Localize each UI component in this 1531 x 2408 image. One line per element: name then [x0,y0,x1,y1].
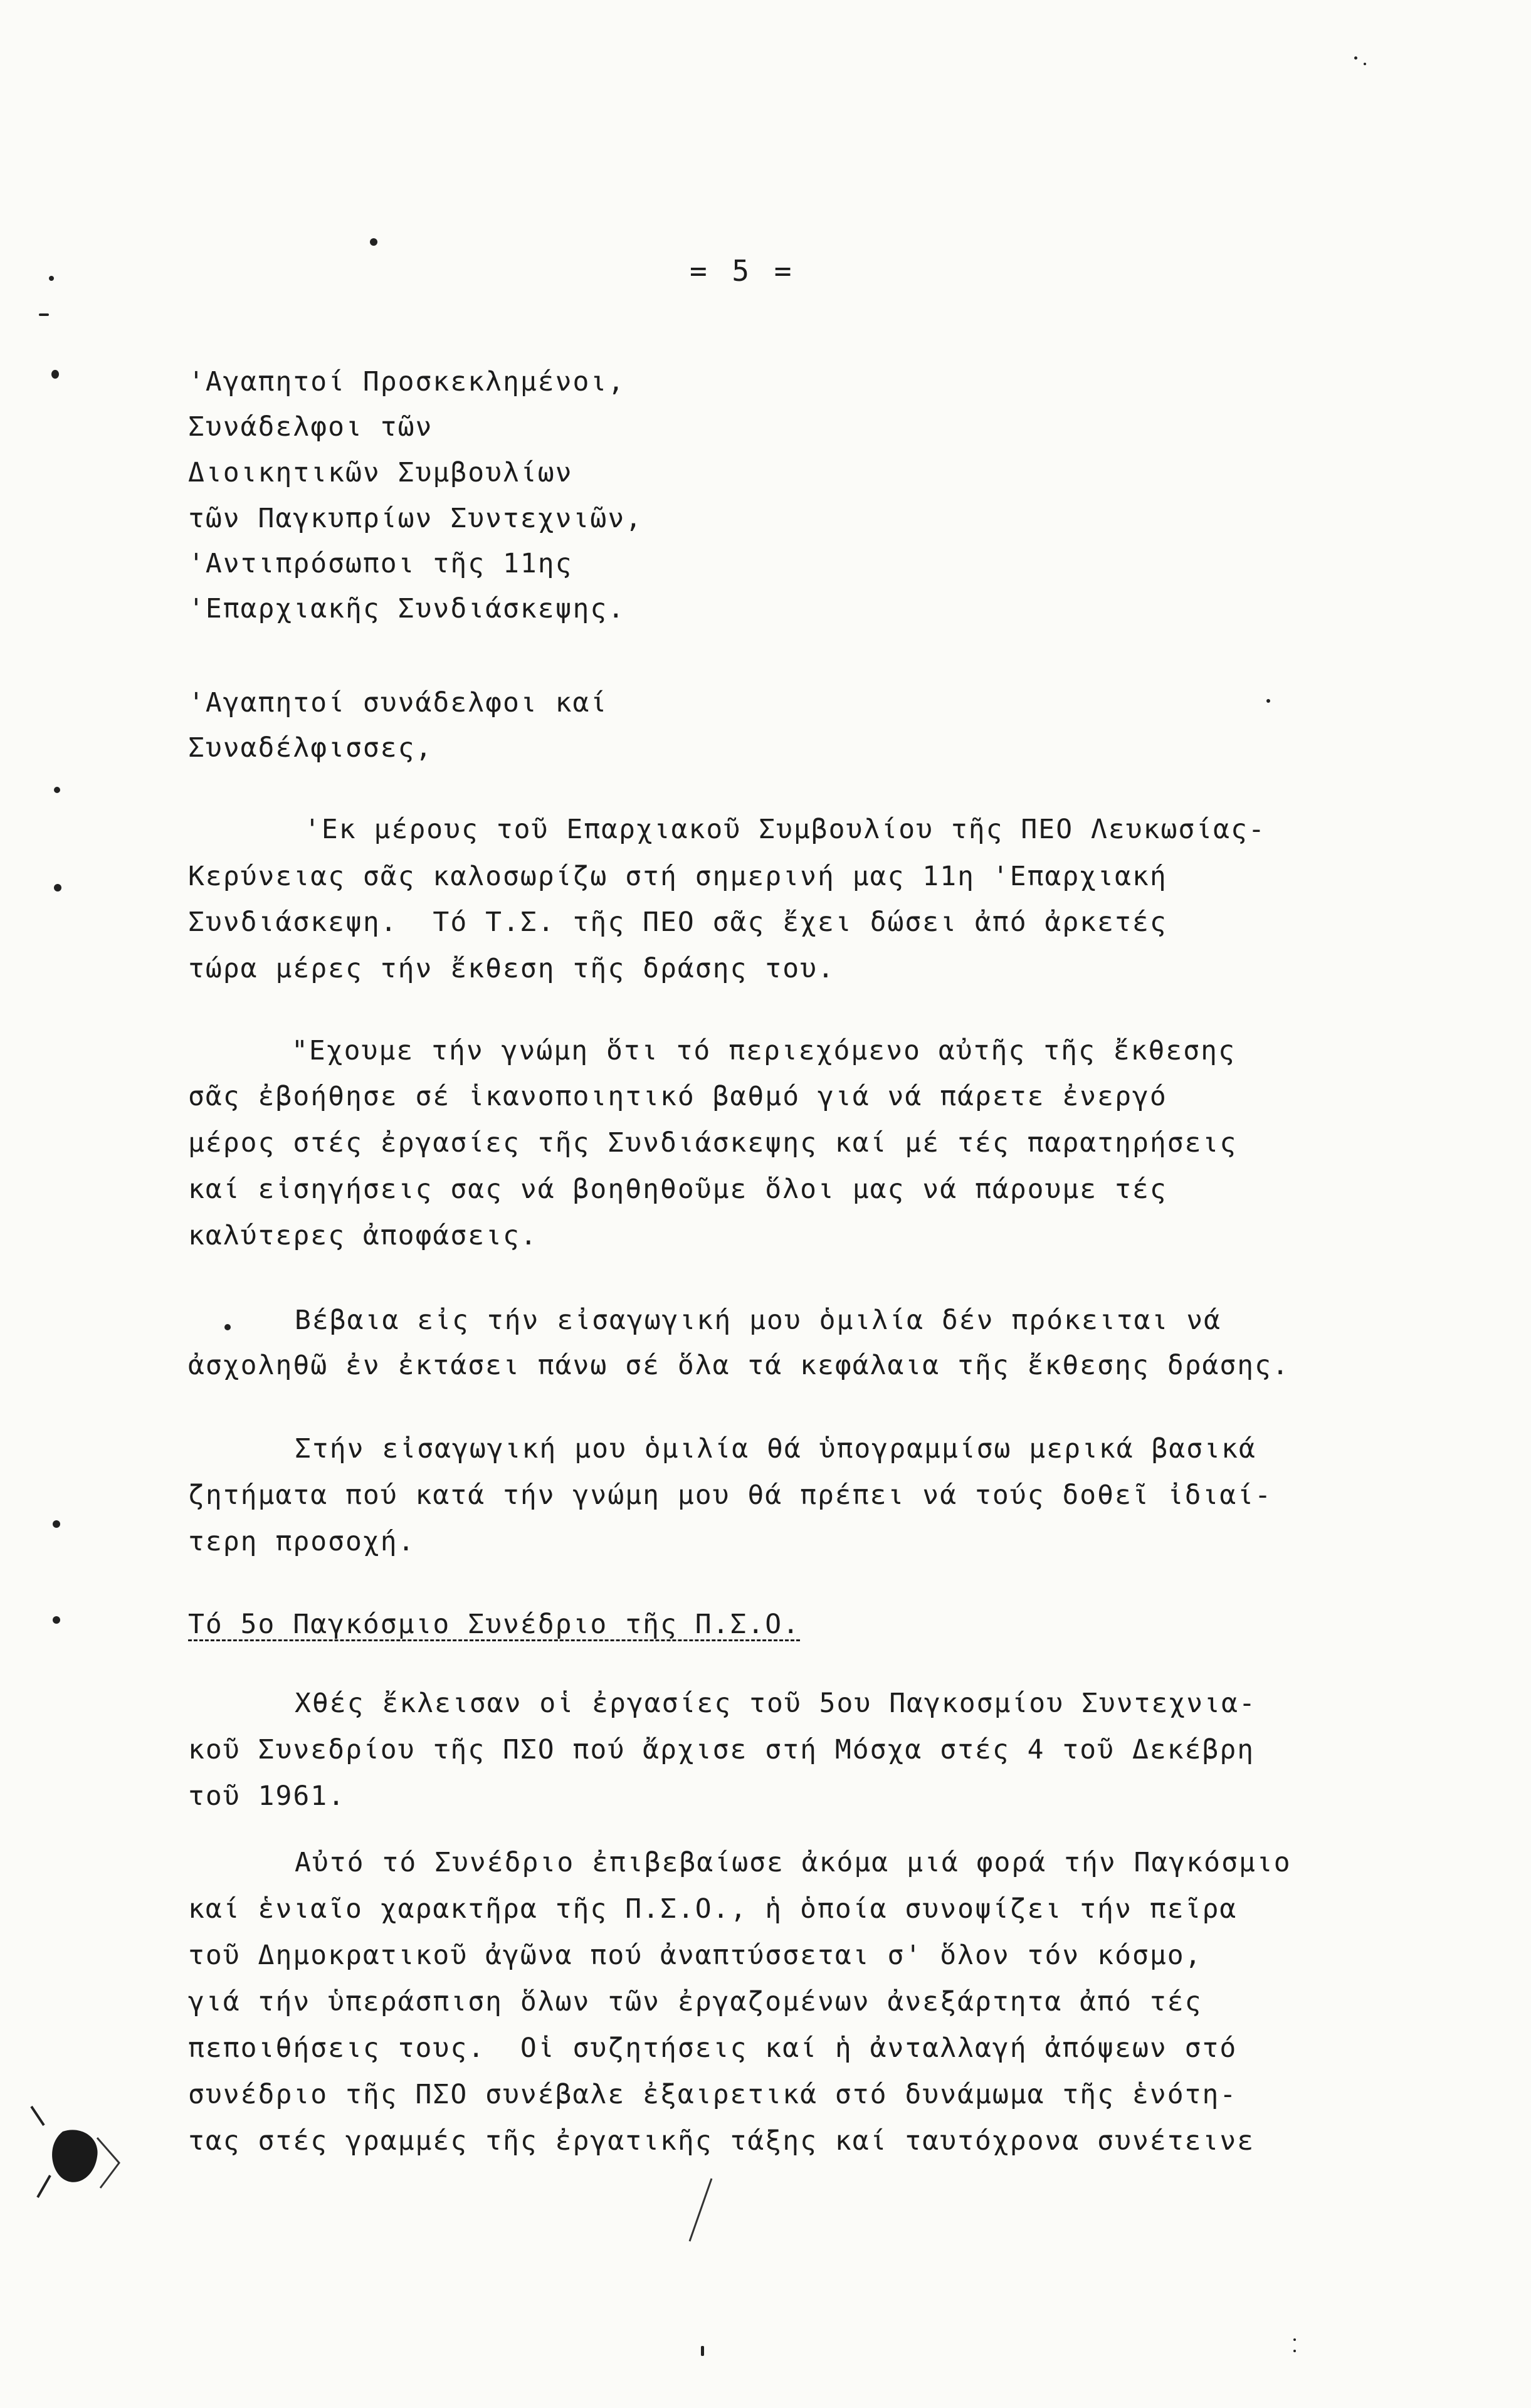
scan-speck [1266,699,1270,703]
paragraph-line: Χθές ἔκλεισαν οἱ ἐργασίες τοῦ 5ου Παγκοσμίου Συντεχνια- [295,1688,1256,1719]
paragraph-line: Συνδιάσκεψη. Τό Τ.Σ. τῆς ΠΕΟ σᾶς ἔχει δώσει ἀπό ἀρκετές [188,907,1167,938]
paragraph-line: Βέβαια εἰς τήν εἰσαγωγική μου ὁμιλία δέν πρόκειται νά [295,1305,1222,1336]
scan-speck [54,787,60,793]
scan-speck [53,1616,60,1624]
bullet-dot [224,1324,231,1330]
salutation-line: Συναδέλφισσες, [188,732,433,764]
scan-speck [701,2346,704,2356]
scan-speck [39,313,49,316]
ink-blot-icon [25,2094,132,2207]
paragraph-line: 'Εκ μέρους τοῦ Επαρχιακοῦ Συμβουλίου τῆς ΠΕΟ Λευκωσίας- [304,814,1266,845]
salutation-line: 'Αντιπρόσωποι τῆς 11ης [188,548,573,579]
paragraph-line: καί ἑνιαῖο χαρακτῆρα τῆς Π.Σ.Ο., ἡ ὁποία συνοψίζει τήν πεῖρα [188,1893,1238,1925]
paragraph-line: τώρα μέρες τήν ἔκθεση τῆς δράσης του. [188,953,835,984]
paragraph-line: καλύτερες ἀποφάσεις. [188,1220,538,1251]
paragraph-line: ζητήματα πού κατά τήν γνώμη μου θά πρέπει νά τούς δοθεῖ ἰδιαί- [188,1480,1273,1511]
section-heading: Τό 5ο Παγκόσμιο Συνέδριο τῆς Π.Σ.Ο. [188,1609,801,1640]
scan-speck [51,370,59,379]
scan-speck [1293,2338,1296,2341]
scan-speck [53,1520,60,1528]
salutation-line: 'Επαρχιακῆς Συνδιάσκεψης. [188,593,626,624]
paragraph-line: τερη προσοχή. [188,1526,416,1557]
scan-speck [49,276,54,281]
paragraph-line: τας στές γραμμές τῆς ἐργατικῆς τάξης καί ταυτόχρονα συνέτεινε [188,2125,1255,2157]
scan-speck [1364,63,1366,65]
paragraph-line: πεποιθήσεις τους. Οἱ συζητήσεις καί ἡ ἀνταλλαγή ἀπόψεων στό [188,2032,1238,2064]
paragraph-line: συνέδριο τῆς ΠΣΟ συνέβαλε ἐξαιρετικά στό δυνάμωμα τῆς ἑνότη- [188,2079,1238,2110]
salutation-line: 'Αγαπητοί Προσκεκλημένοι, [188,366,626,397]
paragraph-line: κοῦ Συνεδρίου τῆς ΠΣΟ πού ἄρχισε στή Μόσχα στές 4 τοῦ Δεκέβρη [188,1734,1255,1765]
paragraph-line: Κερύνειας σᾶς καλοσωρίζω στή σημερινή μας 11η 'Επαρχιακή [188,861,1167,892]
paragraph-line: Στήν εἰσαγωγική μου ὁμιλία θά ὑπογραμμίσω μερικά βασικά [295,1433,1256,1464]
salutation-line: τῶν Παγκυπρίων Συντεχνιῶν, [188,503,643,534]
paragraph-line: καί εἰσηγήσεις σας νά βοηθηθοῦμε ὅλοι μας νά πάρουμε τές [188,1174,1167,1205]
pen-stroke-icon [683,2175,721,2244]
paragraph-line: γιά τήν ὑπεράσπιση ὅλων τῶν ἐργαζομένων ἀνεξάρτητα ἀπό τές [188,1986,1202,2017]
salutation-line: Διοικητικῶν Συμβουλίων [188,457,573,488]
scan-speck [370,238,377,246]
paragraph-line: μέρος στές ἐργασίες τῆς Συνδιάσκεψης καί μέ τές παρατηρήσεις [188,1127,1238,1159]
scan-speck [54,884,61,891]
paragraph-line: σᾶς ἐβοήθησε σέ ἱκανοποιητικό βαθμό γιά νά πάρετε ἐνεργό [188,1081,1167,1112]
scan-speck [1354,56,1357,60]
paragraph-line: τοῦ 1961. [188,1780,345,1812]
salutation-line: 'Αγαπητοί συνάδελφοι καί [188,687,608,718]
scan-speck [1293,2350,1296,2352]
paragraph-line: τοῦ Δημοκρατικοῦ ἀγῶνα πού ἀναπτύσσεται σ' ὅλον τόν κόσμο, [188,1940,1202,1971]
paragraph-line: ἀσχοληθῶ ἐν ἐκτάσει πάνω σέ ὅλα τά κεφάλαια τῆς ἔκθεσης δράσης. [188,1350,1290,1381]
page-number: = 5 = [690,254,796,288]
paragraph-line: "Εχουμε τήν γνώμη ὅτι τό περιεχόμενο αὐτῆς τῆς ἔκθεσης [292,1035,1236,1066]
paragraph-line: Αὐτό τό Συνέδριο ἐπιβεβαίωσε ἀκόμα μιά φορά τήν Παγκόσμιο [295,1847,1292,1878]
salutation-line: Συνάδελφοι τῶν [188,411,433,443]
